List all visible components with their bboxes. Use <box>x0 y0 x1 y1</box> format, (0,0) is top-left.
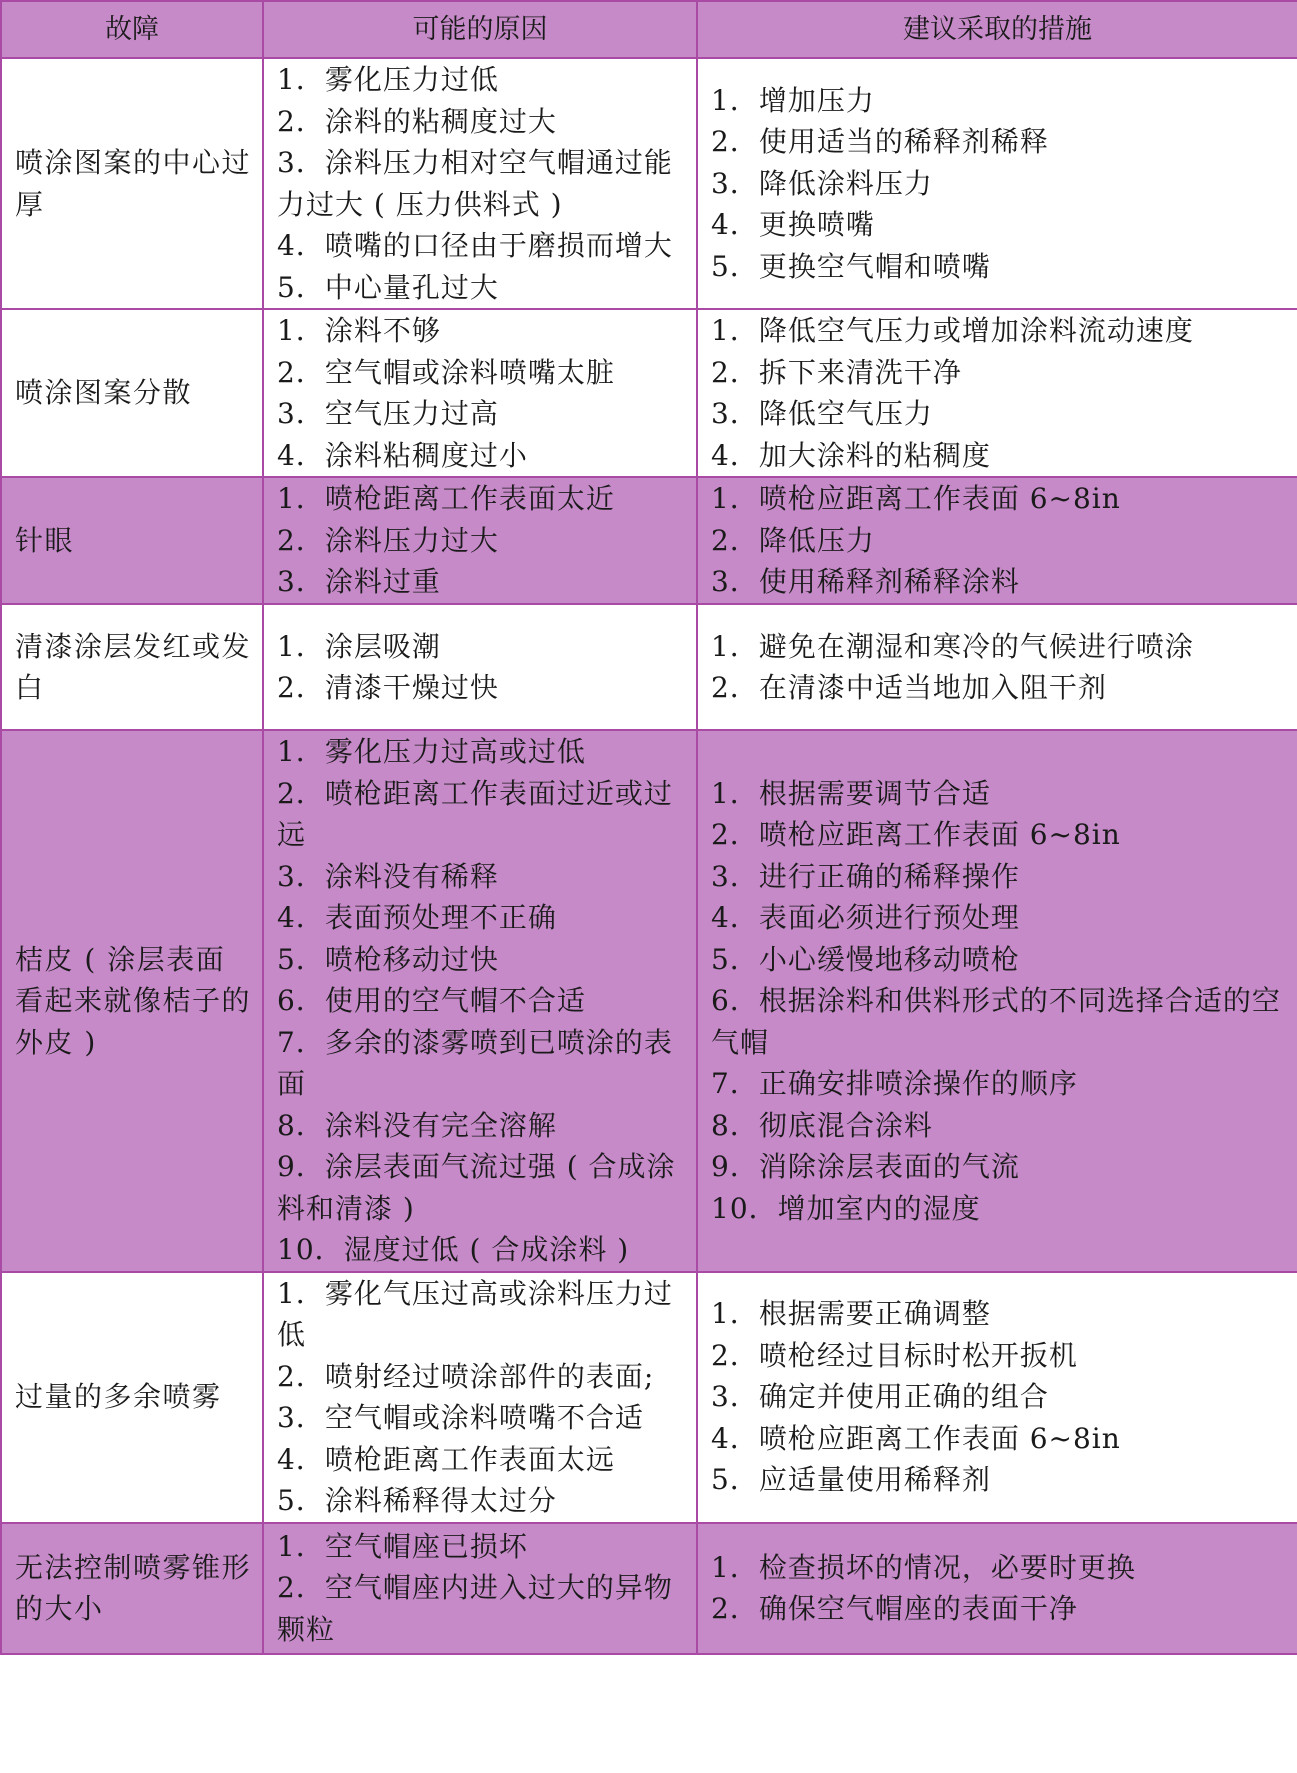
action-item: 4．加大涂料的粘稠度 <box>711 438 991 472</box>
cause-item: 2．喷射经过喷涂部件的表面; <box>277 1359 655 1393</box>
action-item: 3．进行正确的稀释操作 <box>711 859 1020 893</box>
action-item: 5．更换空气帽和喷嘴 <box>711 249 991 283</box>
action-item: 5．应适量使用稀释剂 <box>711 1463 991 1497</box>
action-item: 2．喷枪经过目标时松开扳机 <box>711 1338 1078 1372</box>
action-item: 6．根据涂料和供料形式的不同选择合适的空气帽 <box>711 984 1281 1059</box>
fault-cell: 针眼 <box>1 477 263 604</box>
table-row <box>1 1523 1297 1654</box>
action-item: 2．喷枪应距离工作表面 6~8in <box>711 818 1121 851</box>
action-item: 4．表面必须进行预处理 <box>711 901 1020 934</box>
action-item: 1．增加压力 <box>711 83 875 117</box>
action-item: 3．使用稀释剂稀释涂料 <box>711 565 1020 599</box>
action-item: 7．正确安排喷涂操作的顺序 <box>711 1067 1078 1100</box>
cause-item: 1．雾化压力过高或过低 <box>277 735 586 768</box>
action-item: 2．降低压力 <box>711 523 875 557</box>
cause-item: 1．空气帽座已损坏 <box>277 1529 528 1563</box>
table-row <box>1 58 1297 309</box>
action-item: 3．确定并使用正确的组合 <box>711 1380 1049 1414</box>
cause-item: 4．喷嘴的口径由于磨损而增大 <box>277 229 673 262</box>
fault-cell: 无法控制喷雾锥形的大小 <box>1 1523 263 1654</box>
cause-item: 3．空气压力过高 <box>277 397 499 430</box>
table-row <box>1 604 1297 730</box>
cause-item: 3．涂料压力相对空气帽通过能力过大 ( 压力供料式 ) <box>277 146 673 221</box>
cause-item: 4．喷枪距离工作表面太远 <box>277 1442 615 1476</box>
fault-cell: 桔皮 ( 涂层表面看起来就像桔子的外皮 ) <box>1 730 263 1272</box>
fault-cell: 喷涂图案分散 <box>1 309 263 477</box>
table-body <box>1 58 1297 1654</box>
action-item: 1．检查损坏的情况，必要时更换 <box>711 1550 1136 1584</box>
cause-item: 9．涂层表面气流过强 ( 合成涂料和清漆 ) <box>277 1150 676 1225</box>
cause-item: 1．雾化压力过低 <box>277 63 499 96</box>
action-item: 1．降低空气压力或增加涂料流动速度 <box>711 314 1194 347</box>
cause-item: 6．使用的空气帽不合适 <box>277 984 586 1017</box>
causes-cell <box>263 1272 697 1523</box>
actions-cell <box>697 477 1297 604</box>
action-item: 1．避免在潮湿和寒冷的气候进行喷涂 <box>711 629 1194 663</box>
cause-item: 2．喷枪距离工作表面过近或过远 <box>277 776 673 851</box>
causes-cell <box>263 730 697 1272</box>
cause-item: 4．涂料粘稠度过小 <box>277 438 528 472</box>
fault-cell: 清漆涂层发红或发白 <box>1 604 263 730</box>
action-item: 9．消除涂层表面的气流 <box>711 1150 1020 1183</box>
actions-cell <box>697 730 1297 1272</box>
table-row <box>1 477 1297 604</box>
cause-item: 2．清漆干燥过快 <box>277 671 499 704</box>
causes-cell <box>263 604 697 730</box>
fault-cell: 喷涂图案的中心过厚 <box>1 58 263 309</box>
action-item: 1．根据需要调节合适 <box>711 776 991 810</box>
actions-cell <box>697 309 1297 477</box>
cause-item: 3．涂料过重 <box>277 565 441 599</box>
actions-cell <box>697 1272 1297 1523</box>
causes-cell <box>263 477 697 604</box>
cause-item: 1．涂层吸潮 <box>277 629 441 663</box>
action-item: 1．喷枪应距离工作表面 6~8in <box>711 482 1121 516</box>
action-item: 2．使用适当的稀释剂稀释 <box>711 125 1049 159</box>
table-row <box>1 309 1297 477</box>
causes-cell <box>263 309 697 477</box>
action-item: 4．更换喷嘴 <box>711 208 875 242</box>
fault-cell: 过量的多余喷雾 <box>1 1272 263 1523</box>
cause-item: 2．空气帽座内进入过大的异物颗粒 <box>277 1571 673 1646</box>
cause-item: 1．喷枪距离工作表面太近 <box>277 482 615 516</box>
cause-item: 4．表面预处理不正确 <box>277 901 557 934</box>
cause-item: 2．空气帽或涂料喷嘴太脏 <box>277 355 615 389</box>
cause-item: 10．湿度过低 ( 合成涂料 ) <box>277 1233 630 1266</box>
action-item: 3．降低涂料压力 <box>711 166 933 200</box>
actions-cell <box>697 1523 1297 1654</box>
causes-cell <box>263 1523 697 1654</box>
cause-item: 3．涂料没有稀释 <box>277 859 499 893</box>
header-causes: 可能的原因 <box>263 1 697 58</box>
action-item: 10．增加室内的湿度 <box>711 1191 981 1225</box>
action-item: 5．小心缓慢地移动喷枪 <box>711 942 1020 976</box>
cause-item: 1．涂料不够 <box>277 314 441 347</box>
causes-cell <box>263 58 697 309</box>
cause-item: 8．涂料没有完全溶解 <box>277 1108 557 1142</box>
table-row <box>1 1272 1297 1523</box>
header-actions: 建议采取的措施 <box>697 1 1297 58</box>
header-row <box>1 1 1297 58</box>
cause-item: 3．空气帽或涂料喷嘴不合适 <box>277 1401 644 1434</box>
cause-item: 2．涂料压力过大 <box>277 523 499 557</box>
action-item: 1．根据需要正确调整 <box>711 1297 991 1331</box>
cause-item: 5．喷枪移动过快 <box>277 942 499 976</box>
action-item: 2．确保空气帽座的表面干净 <box>711 1592 1078 1625</box>
cause-item: 5．涂料稀释得太过分 <box>277 1484 557 1517</box>
action-item: 3．降低空气压力 <box>711 397 933 430</box>
action-item: 8．彻底混合涂料 <box>711 1108 933 1142</box>
cause-item: 2．涂料的粘稠度过大 <box>277 104 557 138</box>
action-item: 2．拆下来清洗干净 <box>711 355 962 389</box>
cause-item: 7．多余的漆雾喷到已喷涂的表面 <box>277 1025 673 1100</box>
table-row <box>1 730 1297 1272</box>
action-item: 2．在清漆中适当地加入阻干剂 <box>711 671 1107 704</box>
header-fault: 故障 <box>1 1 263 58</box>
cause-item: 5．中心量孔过大 <box>277 270 499 304</box>
cause-item: 1．雾化气压过高或涂料压力过低 <box>277 1276 673 1351</box>
action-item: 4．喷枪应距离工作表面 6~8in <box>711 1421 1121 1455</box>
actions-cell <box>697 58 1297 309</box>
actions-cell <box>697 604 1297 730</box>
